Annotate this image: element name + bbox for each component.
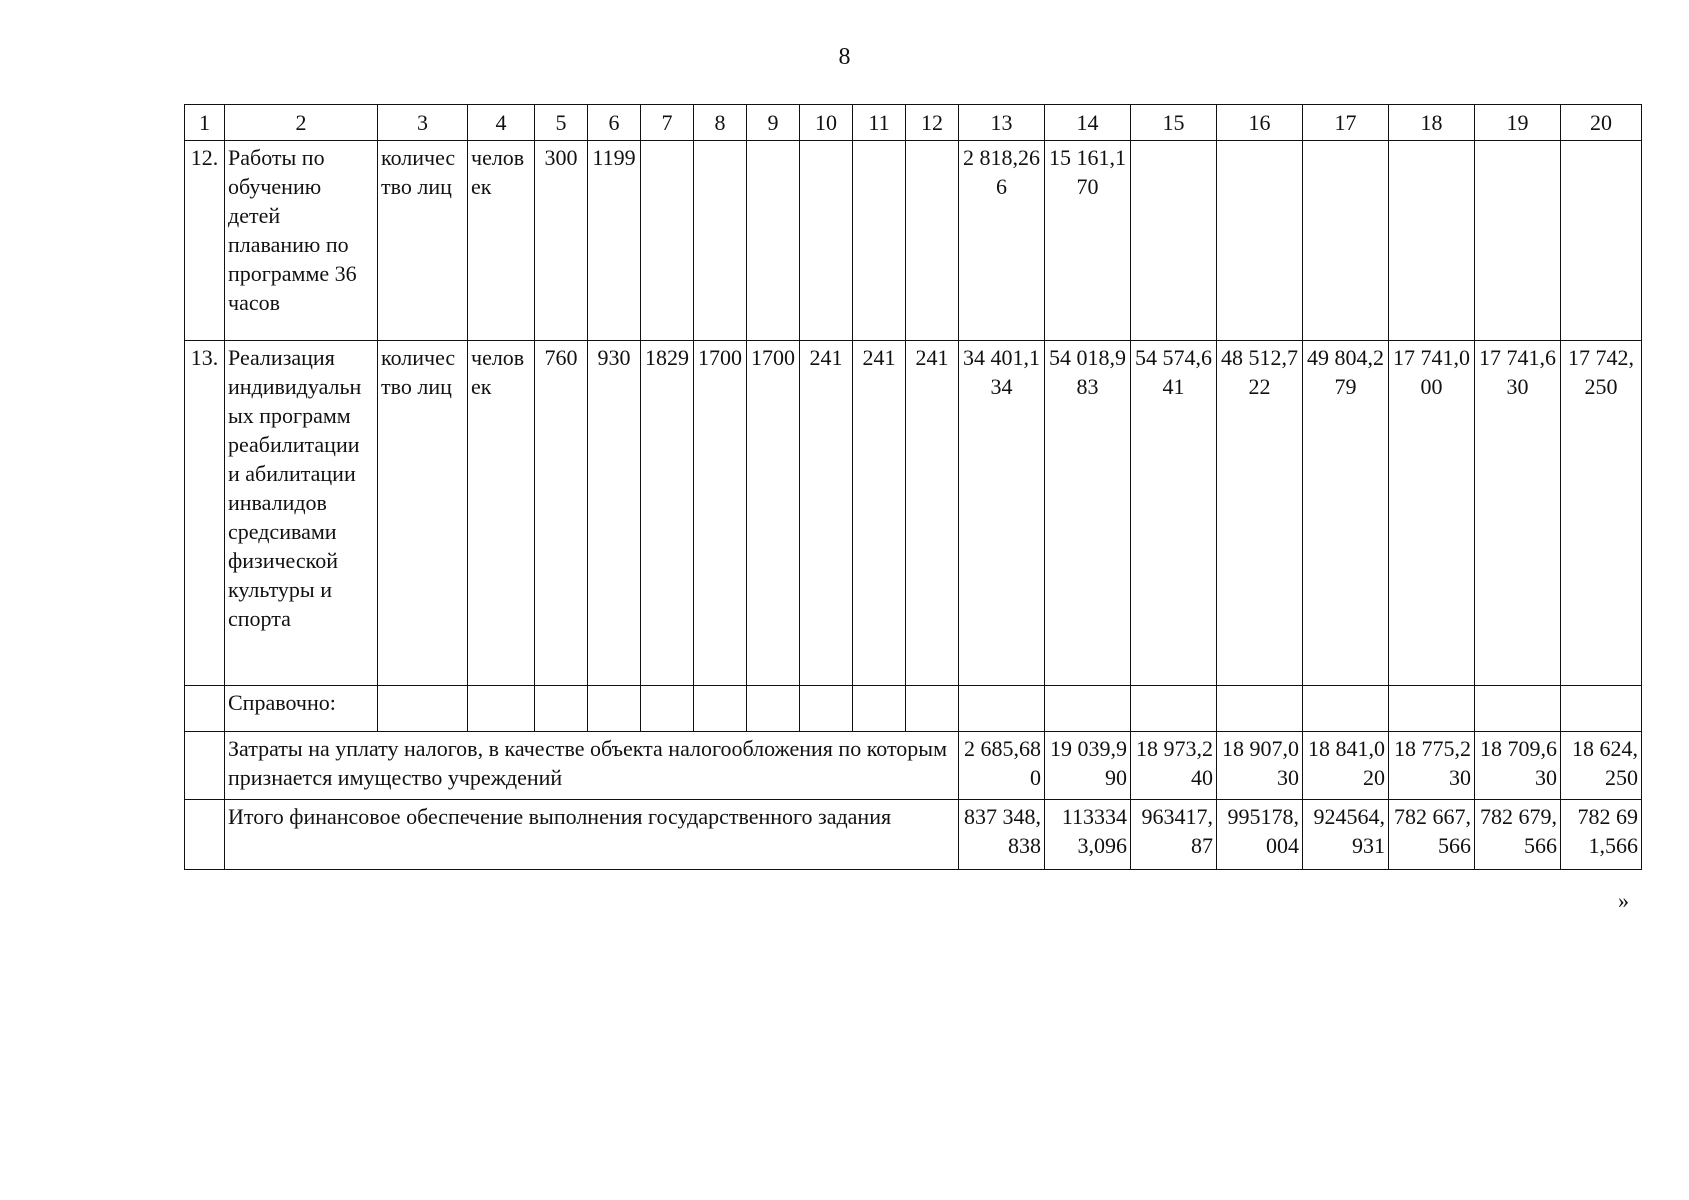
unit-name: человек [468,341,535,686]
value-cell: 782 691,566 [1561,800,1642,870]
column-number: 15 [1131,105,1217,141]
value-cell: 18 624,250 [1561,732,1642,800]
value-cell: 17 741,000 [1389,341,1475,686]
value-cell: 2 818,266 [959,141,1045,341]
value-cell: 300 [535,141,588,341]
empty-cell [641,686,694,732]
empty-cell [906,686,959,732]
indicator-name: количество лиц [378,341,468,686]
empty-cell [747,686,800,732]
value-cell: 2 685,680 [959,732,1045,800]
value-cell: 48 512,722 [1217,341,1303,686]
financial-table [184,104,1642,870]
empty-cell [1131,686,1217,732]
column-number: 13 [959,105,1045,141]
value-cell: 1199 [588,141,641,341]
value-cell [694,141,747,341]
column-number: 8 [694,105,747,141]
value-cell: 34 401,134 [959,341,1045,686]
empty-cell [1389,686,1475,732]
column-number: 19 [1475,105,1561,141]
table-row [185,141,1642,341]
empty-cell [468,686,535,732]
empty-cell [535,686,588,732]
empty-cell [853,686,906,732]
taxes-row [185,732,1642,800]
empty-cell [694,686,747,732]
value-cell: 760 [535,341,588,686]
header-row [185,105,1642,141]
column-number: 3 [378,105,468,141]
taxes-label: Затраты на уплату налогов, в качестве объекта налогообложения по которым признается имущество учреждений [225,732,959,800]
column-number: 9 [747,105,800,141]
value-cell: 241 [906,341,959,686]
column-number: 18 [1389,105,1475,141]
value-cell: 1133343,096 [1045,800,1131,870]
total-row [185,800,1642,870]
value-cell [1217,141,1303,341]
empty-cell [1217,686,1303,732]
value-cell: 18 841,020 [1303,732,1389,800]
value-cell: 15 161,170 [1045,141,1131,341]
reference-row [185,686,1642,732]
value-cell [641,141,694,341]
row-number: 12. [185,141,225,341]
value-cell: 782 667,566 [1389,800,1475,870]
value-cell: 1829 [641,341,694,686]
reference-label: Справочно: [225,686,378,732]
empty-cell [1045,686,1131,732]
value-cell [1131,141,1217,341]
value-cell: 18 709,630 [1475,732,1561,800]
value-cell: 995178,004 [1217,800,1303,870]
closing-quote-mark: » [1618,888,1629,913]
total-label: Итого финансовое обеспечение выполнения государственного задания [225,800,959,870]
value-cell: 18 775,230 [1389,732,1475,800]
service-name: Реализация индивидуальных программ реабилитации и абилитации инвалидов средсивами физической культуры и спорта [225,341,378,686]
unit-name: человек [468,141,535,341]
value-cell: 1700 [694,341,747,686]
value-cell [747,141,800,341]
table-row [185,341,1642,686]
value-cell: 54 018,983 [1045,341,1131,686]
empty-cell [588,686,641,732]
column-number: 6 [588,105,641,141]
value-cell: 924564,931 [1303,800,1389,870]
value-cell [1561,141,1642,341]
empty-cell [1561,686,1642,732]
column-number: 14 [1045,105,1131,141]
empty-cell [959,686,1045,732]
empty-cell [185,732,225,800]
empty-cell [378,686,468,732]
column-number: 5 [535,105,588,141]
value-cell: 1700 [747,341,800,686]
column-number: 10 [800,105,853,141]
value-cell: 241 [800,341,853,686]
row-number: 13. [185,341,225,686]
value-cell: 782 679,566 [1475,800,1561,870]
value-cell [853,141,906,341]
value-cell: 49 804,279 [1303,341,1389,686]
value-cell: 17 741,630 [1475,341,1561,686]
value-cell [1303,141,1389,341]
page-number: 8 [838,44,851,70]
value-cell: 18 907,030 [1217,732,1303,800]
empty-cell [185,686,225,732]
empty-cell [185,800,225,870]
service-name: Работы по обучению детей плаванию по программе 36 часов [225,141,378,341]
value-cell: 241 [853,341,906,686]
value-cell [906,141,959,341]
value-cell: 19 039,990 [1045,732,1131,800]
indicator-name: количество лиц [378,141,468,341]
column-number: 7 [641,105,694,141]
value-cell: 963417,87 [1131,800,1217,870]
value-cell [1389,141,1475,341]
value-cell [1475,141,1561,341]
column-number: 12 [906,105,959,141]
value-cell [800,141,853,341]
empty-cell [1475,686,1561,732]
empty-cell [800,686,853,732]
column-number: 2 [225,105,378,141]
value-cell: 930 [588,341,641,686]
value-cell: 17 742,250 [1561,341,1642,686]
column-number: 16 [1217,105,1303,141]
column-number: 4 [468,105,535,141]
value-cell: 54 574,641 [1131,341,1217,686]
value-cell: 837 348,838 [959,800,1045,870]
empty-cell [1303,686,1389,732]
column-number: 20 [1561,105,1642,141]
column-number: 17 [1303,105,1389,141]
column-number: 1 [185,105,225,141]
value-cell: 18 973,240 [1131,732,1217,800]
column-number: 11 [853,105,906,141]
